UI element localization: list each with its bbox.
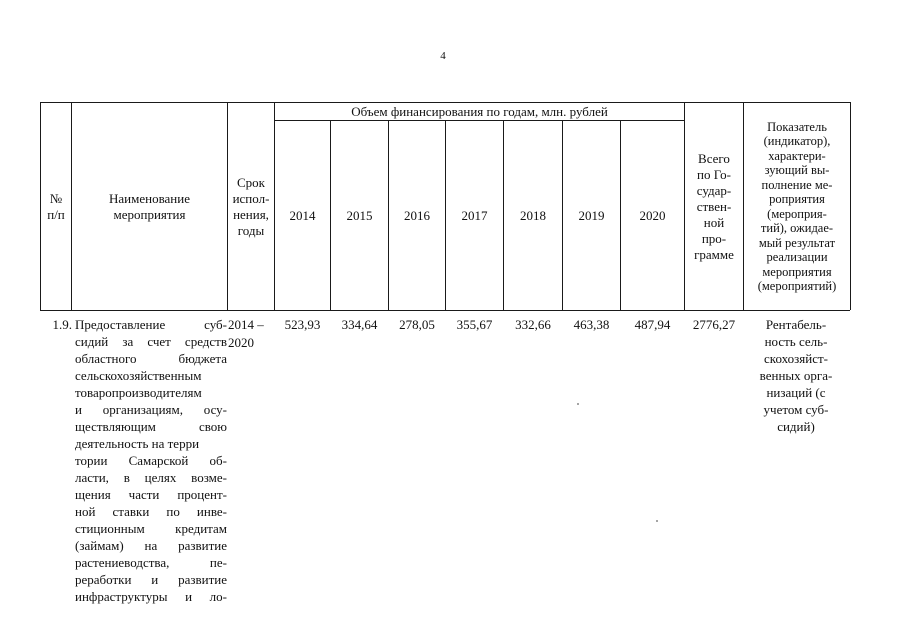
description-line: щения части процент-	[75, 487, 227, 502]
header-year: 2014	[289, 207, 316, 223]
header-total: Всего по Го- судар- ствен- ной про- грамме	[694, 150, 734, 262]
value-2020: 487,94	[634, 317, 671, 332]
description-line: тории Самарской об-	[75, 453, 227, 468]
indicator-line: венных орга-	[759, 368, 833, 383]
header-year: 2019	[578, 207, 605, 223]
description-line: и организациям, осу-	[75, 402, 227, 417]
description-line: ществляющим свою	[75, 419, 227, 434]
header-year: 2018	[520, 207, 546, 223]
value-2014: 523,93	[284, 317, 321, 332]
description-line: реработки и развитие	[75, 572, 227, 587]
scan-speck	[656, 520, 658, 522]
description-line: (займам) на развитие	[75, 538, 227, 553]
description-line: растениеводства, пе-	[75, 555, 227, 570]
indicator-line: учетом суб-	[763, 402, 829, 417]
scan-speck	[577, 403, 579, 405]
description-line: стиционным кредитам	[75, 521, 227, 536]
description-line: областного бюджета	[75, 351, 227, 366]
value-2016: 278,05	[399, 317, 435, 332]
header-indicator: Показатель (индикатор), характери- зующий вы- полнение ме- роприятия (мероприя- тий), ожидае- мый результат реализации мероприятия (мероприятий)	[757, 119, 837, 293]
header-num: № п/п	[47, 190, 65, 222]
value-total: 2776,27	[692, 317, 736, 332]
header-name: Наименование мероприятия	[109, 190, 190, 222]
header-year: 2017	[461, 207, 488, 223]
description-line: товаропроизводителям	[75, 385, 202, 400]
header-term: Срок испол- нения, годы	[232, 174, 270, 238]
indicator-line: скохозяйст-	[764, 351, 828, 366]
description-line: ласти, в целях возме-	[75, 470, 227, 485]
description-line: сельскохозяйственным	[75, 368, 202, 383]
description-line: деятельность на терри	[75, 436, 200, 451]
description-line: ной ставки по инве-	[75, 504, 227, 519]
row-number: 1.9.	[52, 317, 72, 332]
indicator-line: низаций (с	[766, 385, 826, 400]
value-2019: 463,38	[573, 317, 610, 332]
header-year: 2016	[404, 207, 430, 223]
indicator-line: Рентабель-	[765, 317, 827, 332]
value-2018: 332,66	[515, 317, 551, 332]
description-line: Предоставление суб-	[75, 317, 227, 332]
header-funding-title: Объем финансирования по годам, млн. рублей	[351, 103, 608, 119]
table-right-border	[850, 102, 851, 310]
header-year: 2020	[639, 207, 666, 223]
header-year: 2015	[346, 207, 373, 223]
header-bottom-border	[40, 310, 850, 311]
indicator-line: сидий)	[777, 419, 815, 434]
description-line: сидий за счет средств	[75, 334, 227, 349]
value-2017: 355,67	[456, 317, 493, 332]
value-2015: 334,64	[341, 317, 378, 332]
indicator-line: ность сель-	[764, 334, 828, 349]
page-number: 4	[440, 50, 446, 62]
row-term: 2014 – 2020	[228, 317, 264, 350]
description-line: инфраструктуры и ло-	[75, 589, 227, 604]
